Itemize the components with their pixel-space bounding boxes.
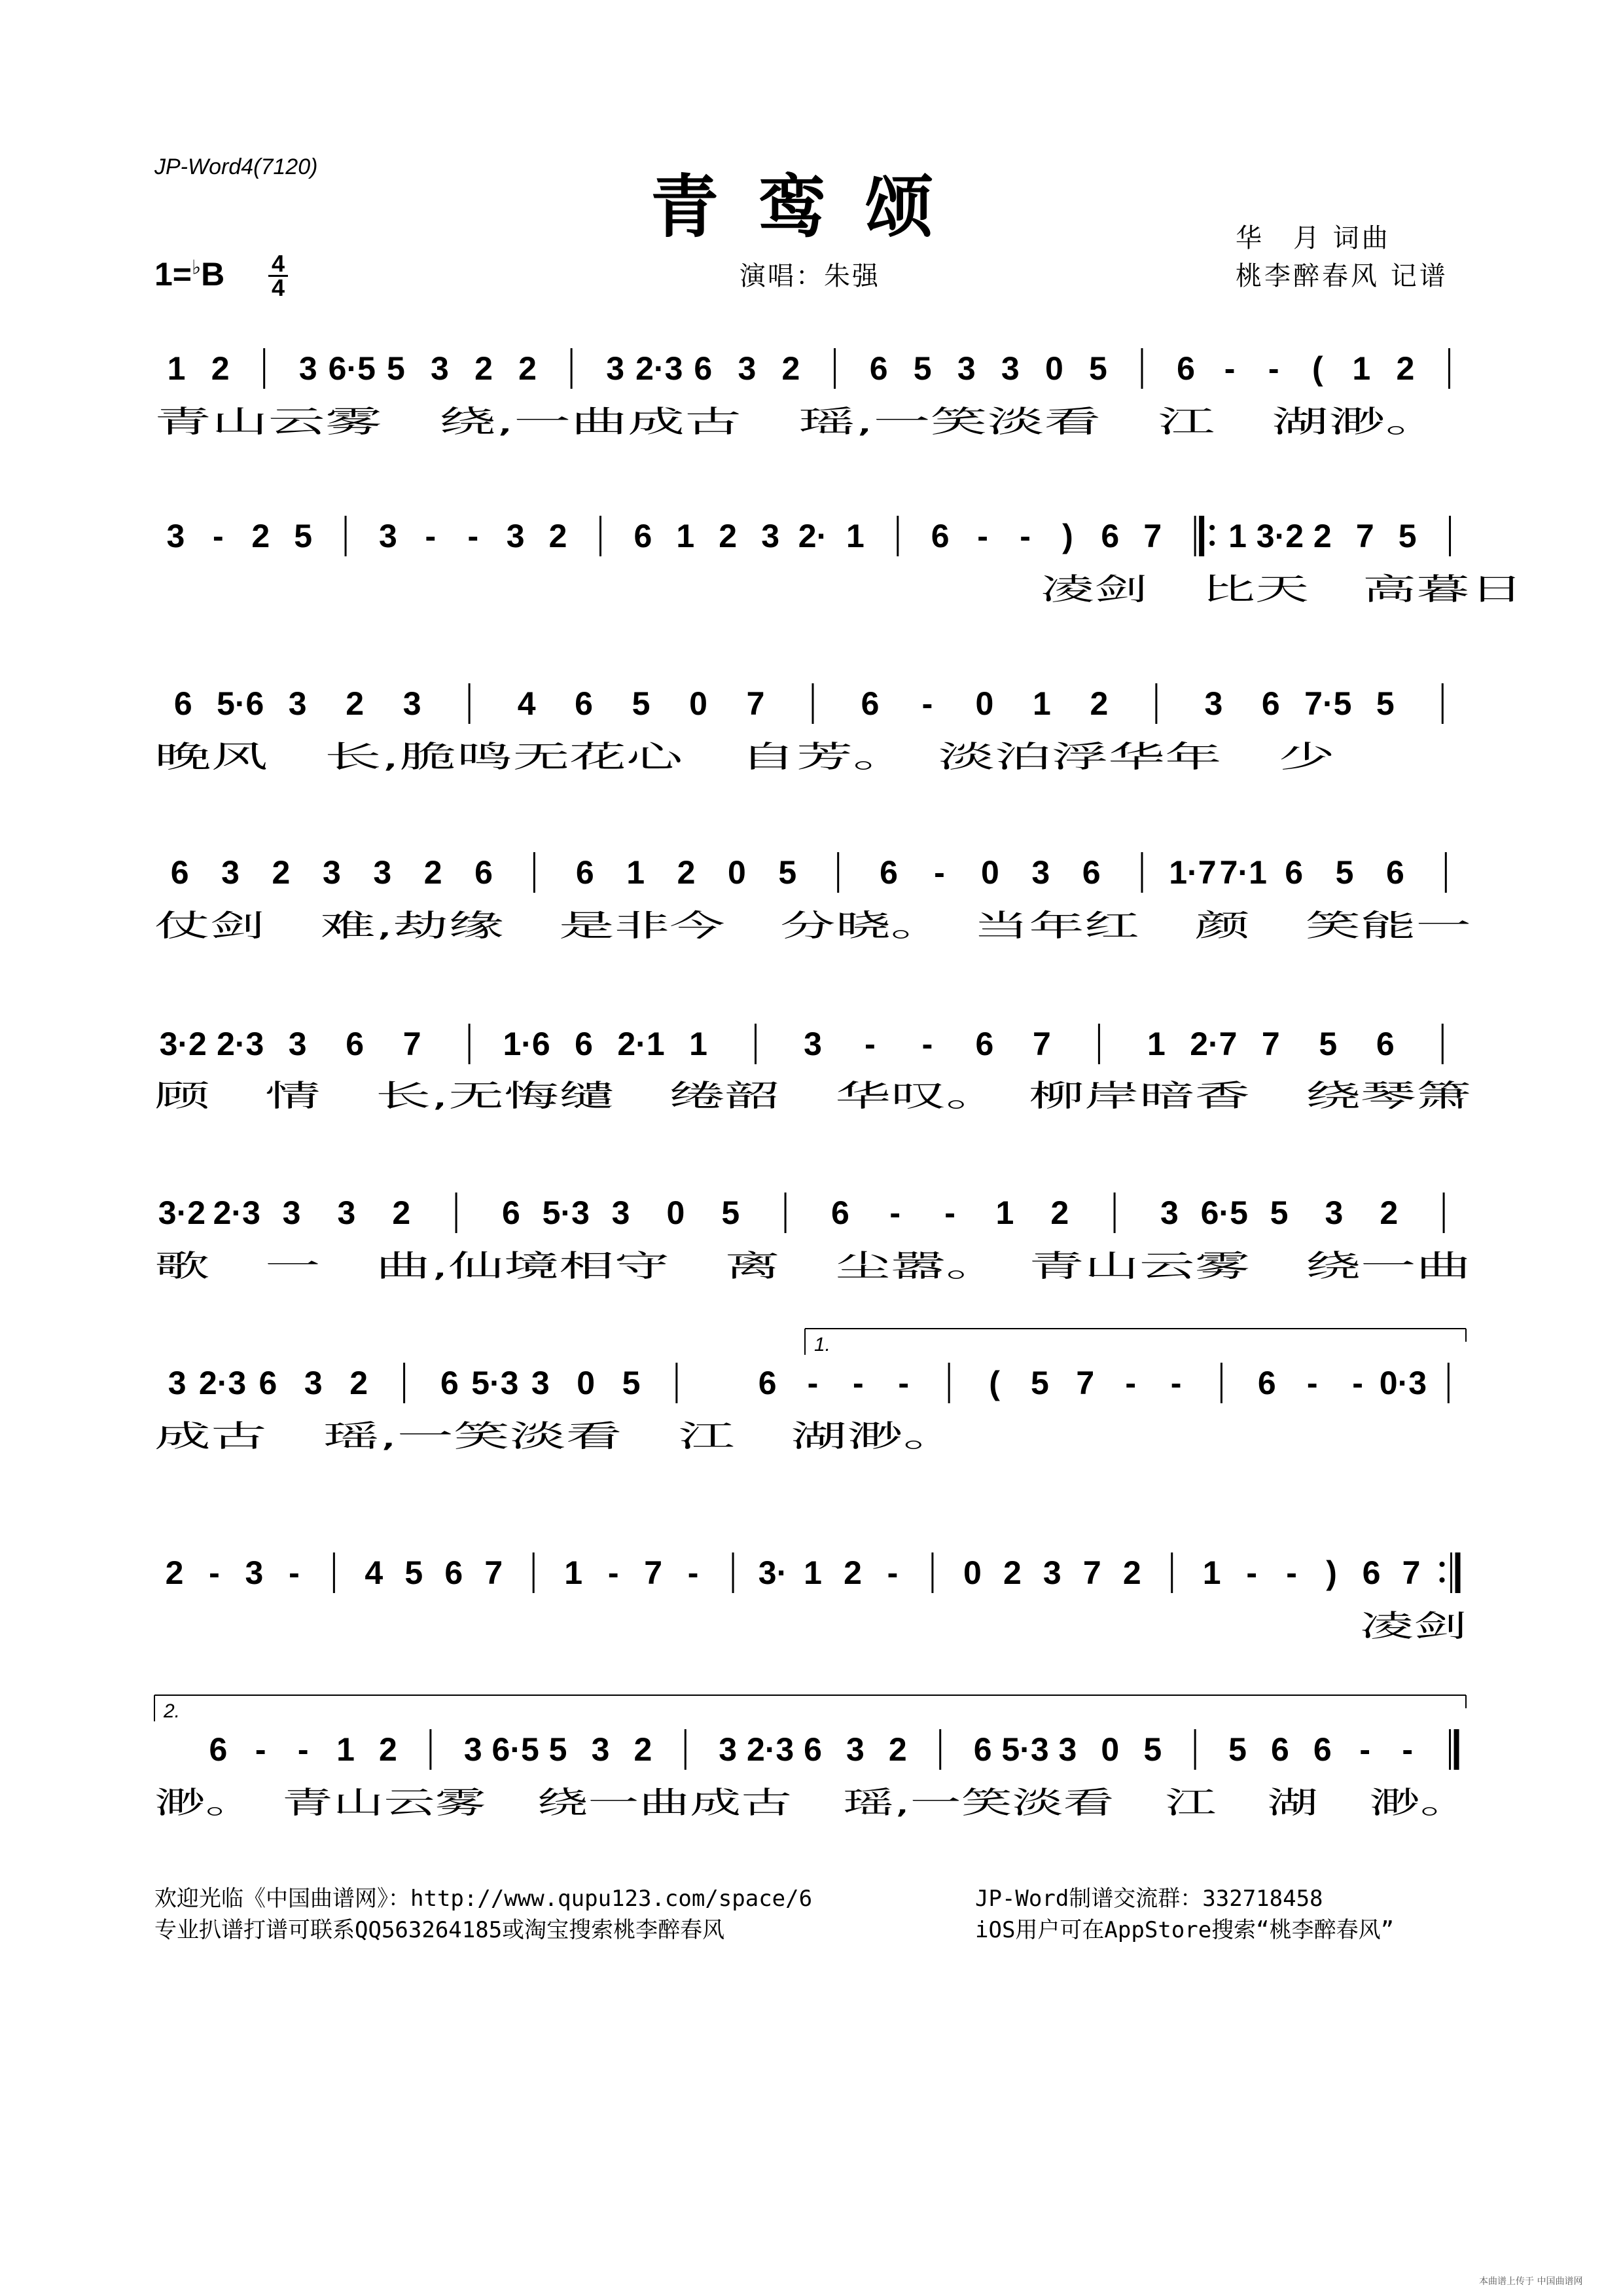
note-token: 6 — [973, 1731, 992, 1768]
note-token: - — [607, 1554, 619, 1591]
note-token: 3 — [221, 854, 240, 891]
note-token: 2·7 — [1190, 1026, 1238, 1062]
note-token: 3 — [1325, 1194, 1344, 1231]
note-token: 4 — [365, 1554, 383, 1591]
singer-credit: 演唱：朱强 — [740, 261, 880, 291]
note-token: 7 — [1402, 1554, 1421, 1591]
note-token: 7 — [1033, 1026, 1051, 1062]
note-token: 3 — [1160, 1194, 1179, 1231]
note-token: 6 — [1177, 350, 1195, 387]
note-token: 6 — [474, 854, 493, 891]
note-token: - — [425, 518, 437, 554]
note-token: 6 — [831, 1194, 849, 1231]
footer-group: JP-Word制谱交流群：332718458 — [975, 1886, 1323, 1912]
note-token: 0 — [1044, 350, 1063, 387]
note-token: 6 — [444, 1554, 463, 1591]
note-token: 7 — [746, 685, 765, 722]
note-token: 6·5 — [1200, 1194, 1248, 1231]
note-token: 3 — [431, 350, 449, 387]
note-token: 1 — [167, 350, 186, 387]
note-token: 2 — [677, 854, 696, 891]
note-token: 2 — [251, 518, 270, 554]
note-token: 5 — [622, 1365, 641, 1401]
note-token: 6 — [346, 1026, 365, 1062]
note-token: - — [255, 1731, 266, 1768]
note-token: 5·6 — [217, 685, 264, 722]
note-token: - — [1268, 350, 1279, 387]
note-token: 2 — [1396, 350, 1415, 387]
note-token: 2·3 — [198, 1365, 247, 1401]
note-token: 2 — [633, 1731, 652, 1768]
note-token: 6 — [1386, 854, 1404, 891]
note-token: 5 — [1270, 1194, 1289, 1231]
note-token: 2 — [719, 518, 738, 554]
note-token: 5 — [1228, 1731, 1247, 1768]
note-token: 6 — [440, 1365, 459, 1401]
note-token: 6 — [1313, 1731, 1332, 1768]
note-token: 2·3 — [213, 1194, 260, 1231]
note-token: ( — [989, 1365, 1000, 1401]
note-token: 6 — [758, 1365, 777, 1401]
note-token: 3 — [337, 1194, 356, 1231]
note-token: 7 — [644, 1554, 663, 1591]
note-token: 0 — [963, 1554, 982, 1591]
note-token: 5·3 — [1001, 1731, 1049, 1768]
transcriber-credit: 桃李醉春风 记谱 — [1236, 261, 1448, 291]
note-token: 2 — [1122, 1554, 1141, 1591]
volta-label: 1. — [814, 1334, 831, 1355]
note-token: 3 — [245, 1554, 264, 1591]
note-token: 2 — [1380, 1194, 1399, 1231]
note-token: 6 — [694, 350, 713, 387]
note-token: 2 — [211, 350, 230, 387]
note-token: 3 — [957, 350, 976, 387]
note-token: 2·3 — [217, 1026, 264, 1062]
note-token: 6 — [869, 350, 888, 387]
note-token: - — [887, 1554, 899, 1591]
note-token: 1 — [336, 1731, 355, 1768]
note-token: 3 — [298, 350, 317, 387]
lyricist-credit: 华 月 词曲 — [1236, 223, 1391, 253]
note-token: - — [1286, 1554, 1297, 1591]
note-token: 3 — [506, 518, 525, 554]
note-token: 3 — [1058, 1731, 1077, 1768]
lyrics-line: 凌剑 比天 高暮日 — [1041, 571, 1524, 607]
note-token: 0 — [728, 854, 746, 891]
note-token: 6 — [575, 685, 593, 722]
note-token: 2 — [548, 518, 567, 554]
note-token: 5 — [913, 350, 932, 387]
note-token: 2 — [781, 350, 800, 387]
note-token: - — [297, 1731, 309, 1768]
lyrics-line: 仗剑 难,劫缘 是非今 分晓。 当年红 颜 笑能一 — [154, 908, 1471, 943]
note-token: 5 — [1376, 685, 1395, 722]
note-token: 1·7 — [1169, 854, 1217, 891]
note-token: - — [1402, 1731, 1413, 1768]
note-token: 6 — [1285, 854, 1304, 891]
lyrics-line: 晚风 长,脆鸣无花心 自芳。 淡泊浮华年 少 — [154, 739, 1335, 774]
footer-watermark: 本曲谱上传于 中国曲谱网 — [1479, 2276, 1583, 2287]
note-token: 1 — [1033, 685, 1051, 722]
note-token: 6 — [1082, 854, 1101, 891]
note-token: 5 — [721, 1194, 740, 1231]
note-token: 5 — [404, 1554, 423, 1591]
note-token: 5·3 — [542, 1194, 590, 1231]
note-token: 7 — [1261, 1026, 1280, 1062]
note-token: 6 — [633, 518, 652, 554]
note-token: 2 — [392, 1194, 411, 1231]
note-token: 1 — [846, 518, 865, 554]
note-token: 3 — [1031, 854, 1050, 891]
note-token: 5 — [1143, 1731, 1162, 1768]
note-token: - — [889, 1194, 901, 1231]
song-title: 青鸾颂 — [650, 167, 972, 247]
note-token: - — [807, 1365, 819, 1401]
key-prefix: 1= — [154, 256, 192, 293]
note-token: 1 — [1147, 1026, 1166, 1062]
note-token: - — [934, 854, 945, 891]
note-token: 2 — [888, 1731, 907, 1768]
note-token: 6 — [1362, 1554, 1381, 1591]
note-token: 7·5 — [1304, 685, 1352, 722]
note-token: 3 — [463, 1731, 482, 1768]
lyrics-line: 渺。 青山云雾 绕一曲成古 瑶,一笑淡看 江 湖 渺。 — [154, 1785, 1471, 1820]
note-token: 3 — [606, 350, 625, 387]
software-label: JP-Word4(7120) — [154, 154, 318, 179]
lyrics-line: 青山云雾 绕,一曲成古 瑶,一笑淡看 江 湖渺。 — [154, 404, 1442, 439]
note-token: 2 — [346, 685, 365, 722]
note-token: 5 — [1398, 518, 1417, 554]
note-token: 6 — [209, 1731, 228, 1768]
note-token: 3 — [288, 1026, 307, 1062]
note-token: 0 — [577, 1365, 596, 1401]
note-token: 3 — [322, 854, 341, 891]
note-token: 6 — [804, 1731, 822, 1768]
note-token: - — [898, 1365, 910, 1401]
note-token: 2 — [379, 1731, 397, 1768]
note-token: - — [289, 1554, 300, 1591]
lyrics-line: 成古 瑶,一笑淡看 江 湖渺。 — [154, 1418, 959, 1454]
note-token: 5 — [386, 350, 405, 387]
note-token: 3 — [611, 1194, 630, 1231]
note-token: - — [1246, 1554, 1257, 1591]
note-token: 6 — [259, 1365, 277, 1401]
note-token: 2 — [1050, 1194, 1069, 1231]
note-token: 7·1 — [1219, 854, 1267, 891]
note-token: 5 — [1089, 350, 1107, 387]
note-token: ) — [1326, 1554, 1337, 1591]
footer-website: 欢迎光临《中国曲谱网》：http://www.qupu123.com/space/6 — [154, 1886, 813, 1912]
note-token: 3 — [373, 854, 392, 891]
volta-label: 2. — [164, 1700, 181, 1722]
note-token: 0 — [980, 854, 999, 891]
note-token: 1·6 — [503, 1026, 550, 1062]
note-token: 2· — [798, 518, 828, 554]
note-token: 7 — [1082, 1554, 1101, 1591]
note-token: 2·1 — [617, 1026, 665, 1062]
note-token: 5 — [1030, 1365, 1049, 1401]
note-token: - — [1359, 1731, 1371, 1768]
lyrics-line: 顾 情 长,无悔缱 绻韶 华叹。 柳岸暗香 绕琴箫 — [154, 1078, 1471, 1113]
note-token: 5 — [1319, 1026, 1338, 1062]
note-token: 2·3 — [746, 1731, 794, 1768]
note-token: 2·3 — [635, 350, 683, 387]
note-token: - — [921, 1026, 933, 1062]
note-token: 3 — [846, 1731, 865, 1768]
note-token: - — [687, 1554, 699, 1591]
note-token: 3 — [761, 518, 780, 554]
note-token: 3 — [168, 1365, 187, 1401]
note-token: 6 — [975, 1026, 994, 1062]
note-token: 2 — [349, 1365, 368, 1401]
note-token: 2 — [423, 854, 442, 891]
note-token: 2 — [1313, 518, 1332, 554]
note-token: - — [467, 518, 479, 554]
note-token: 3· — [758, 1554, 788, 1591]
note-token: 3 — [804, 1026, 822, 1062]
note-token: 5 — [778, 854, 797, 891]
note-token: 6 — [931, 518, 950, 554]
time-top: 4 — [268, 253, 288, 277]
note-token: - — [1170, 1365, 1182, 1401]
note-token: 1 — [995, 1194, 1014, 1231]
note-token: 1 — [564, 1554, 583, 1591]
note-token: 7 — [484, 1554, 503, 1591]
note-token: 4 — [517, 685, 536, 722]
note-token: 3·2 — [159, 1026, 207, 1062]
note-token: 0·3 — [1379, 1365, 1427, 1401]
note-token: 1 — [1202, 1554, 1221, 1591]
note-token: 6 — [1271, 1731, 1289, 1768]
note-token: 6 — [880, 854, 898, 891]
note-token: 2 — [1003, 1554, 1022, 1591]
note-token: 3 — [719, 1731, 738, 1768]
note-token: 2 — [272, 854, 291, 891]
note-token: 6·5 — [328, 350, 376, 387]
note-token: - — [944, 1194, 955, 1231]
note-token: 2 — [518, 350, 537, 387]
note-token: - — [921, 685, 933, 722]
note-token: 7 — [402, 1026, 421, 1062]
note-token: - — [1306, 1365, 1318, 1401]
note-token: 6 — [1257, 1365, 1276, 1401]
note-token: 3 — [591, 1731, 610, 1768]
note-token: ( — [1311, 350, 1323, 387]
note-token: - — [1352, 1365, 1363, 1401]
note-token: 2 — [844, 1554, 862, 1591]
note-token: 2 — [1090, 685, 1109, 722]
note-token: 1 — [689, 1026, 707, 1062]
note-token: - — [977, 518, 988, 554]
note-token: 0 — [689, 685, 707, 722]
note-token: 0 — [666, 1194, 685, 1231]
flat-accidental: ♭ — [192, 257, 202, 279]
note-token: 3 — [1204, 685, 1223, 722]
note-token: 6 — [1101, 518, 1120, 554]
note-token: 6 — [173, 685, 192, 722]
note-token: 7 — [1355, 518, 1374, 554]
note-token: 1 — [804, 1554, 822, 1591]
note-token: 3·2 — [1256, 518, 1304, 554]
footer-ios: iOS用户可在AppStore搜索“桃李醉春风” — [975, 1917, 1395, 1943]
note-token: 1 — [626, 854, 645, 891]
note-token: - — [209, 1554, 220, 1591]
note-token: - — [1020, 518, 1031, 554]
note-token: 3·2 — [158, 1194, 206, 1231]
note-token: - — [213, 518, 224, 554]
note-token: 3 — [1043, 1554, 1061, 1591]
note-token: 5 — [548, 1731, 567, 1768]
note-token: 5·3 — [471, 1365, 519, 1401]
note-token: 1 — [1352, 350, 1371, 387]
note-token: 2 — [165, 1554, 184, 1591]
note-token: 3 — [166, 518, 185, 554]
time-bottom: 4 — [271, 274, 285, 301]
note-token: 6 — [861, 685, 880, 722]
note-token: 1 — [676, 518, 695, 554]
note-token: - — [1224, 350, 1236, 387]
note-token: 0 — [975, 685, 994, 722]
note-token: 2 — [474, 350, 493, 387]
note-token: 6 — [502, 1194, 520, 1231]
note-token: 6 — [575, 854, 594, 891]
note-token: 7 — [1076, 1365, 1095, 1401]
note-token: 3 — [1001, 350, 1020, 387]
note-token: 3 — [738, 350, 757, 387]
note-token: 3 — [288, 685, 307, 722]
note-token: 3 — [531, 1365, 550, 1401]
note-token: - — [865, 1026, 876, 1062]
note-token: 5 — [1335, 854, 1354, 891]
note-token: ) — [1062, 518, 1073, 554]
note-token: 6 — [170, 854, 189, 891]
note-token: 3 — [379, 518, 397, 554]
note-token: - — [853, 1365, 864, 1401]
note-token: - — [1125, 1365, 1136, 1401]
note-token: 6·5 — [491, 1731, 539, 1768]
key-note: B — [201, 256, 225, 293]
note-token: 3 — [402, 685, 421, 722]
note-token: 5 — [294, 518, 313, 554]
note-token: 5 — [632, 685, 651, 722]
note-token: 3 — [282, 1194, 301, 1231]
lyrics-line: 凌剑 — [1360, 1608, 1467, 1643]
note-token: 6 — [1261, 685, 1280, 722]
note-token: 1 — [1228, 518, 1247, 554]
footer-contact: 专业扒谱打谱可联系QQ563264185或淘宝搜索桃李醉春风 — [154, 1917, 725, 1943]
note-token: 7 — [1143, 518, 1162, 554]
note-token: 6 — [575, 1026, 593, 1062]
note-token: 6 — [1376, 1026, 1395, 1062]
note-token: 0 — [1101, 1731, 1120, 1768]
note-token: 3 — [304, 1365, 323, 1401]
lyrics-line: 歌 一 曲,仙境相守 离 尘嚣。 青山云雾 绕一曲 — [154, 1248, 1471, 1283]
